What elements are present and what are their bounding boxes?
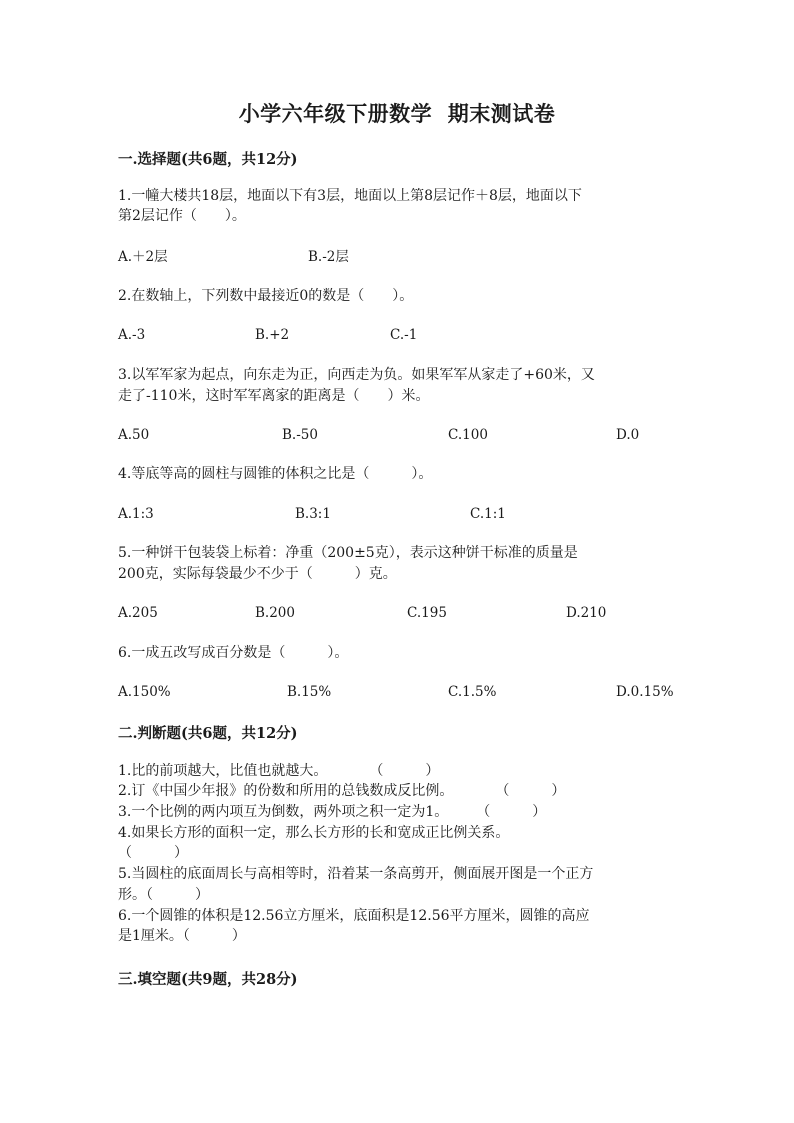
option-b: B.+2 [255, 327, 290, 343]
option-c: C.100 [448, 427, 488, 443]
question-text: 3.以军军家为起点，向东走为正，向西走为负。如果军军从家走了+60米，又 [118, 367, 595, 383]
option-c: C.1:1 [470, 506, 506, 522]
question-text: 4.等底等高的圆柱与圆锥的体积之比是（ ）。 [118, 466, 433, 482]
option-b: B.-2层 [308, 249, 349, 265]
option-a: A.＋2层 [118, 249, 168, 265]
section-heading-fill: 三.填空题(共9题，共28分) [118, 971, 298, 988]
question-text: 2.在数轴上，下列数中最接近0的数是（ ）。 [118, 288, 414, 304]
option-d: D.0 [616, 427, 640, 443]
judge-line: 4.如果长方形的面积一定，那么长方形的长和宽成正比例关系。 [118, 825, 510, 841]
judge-line: 形。（ ） [118, 887, 209, 903]
question-text: 6.一成五改写成百分数是（ ）。 [118, 645, 349, 661]
section-heading-judge: 二.判断题(共6题，共12分) [118, 725, 298, 742]
page-title: 小学六年级下册数学 期末测试卷 [238, 101, 556, 126]
question-text: 200克，实际每袋最少不少于（ ）克。 [118, 566, 397, 582]
judge-line: 1.比的前项越大，比值也就越大。 （ ） [118, 763, 440, 779]
option-d: D.210 [566, 605, 607, 621]
judge-line: 是1厘米。（ ） [118, 928, 246, 944]
option-a: A.205 [118, 605, 158, 621]
option-c: C.1.5% [448, 684, 497, 700]
option-a: A.1:3 [118, 506, 154, 522]
option-b: B.200 [255, 605, 295, 621]
judge-line: 5.当圆柱的底面周长与高相等时，沿着某一条高剪开，侧面展开图是一个正方 [118, 866, 594, 882]
question-text: 5.一种饼干包装袋上标着：净重（200±5克），表示这种饼干标准的质量是 [118, 545, 578, 561]
option-a: A.150% [118, 684, 171, 700]
option-a: A.50 [118, 427, 150, 443]
judge-line: 2.订《中国少年报》的份数和所用的总钱数成反比例。 （ ） [118, 783, 566, 799]
option-c: C.195 [407, 605, 447, 621]
judge-line: 3.一个比例的两内项互为倒数，两外项之积一定为1。 （ ） [118, 804, 547, 820]
question-text: 1.一幢大楼共18层，地面以下有3层，地面以上第8层记作＋8层，地面以下 [118, 188, 582, 204]
option-b: B.15% [287, 684, 332, 700]
option-d: D.0.15% [616, 684, 674, 700]
question-text: 第2层记作（ ）。 [118, 208, 246, 224]
judge-line: 6.一个圆锥的体积是12.56立方厘米，底面积是12.56平方厘米，圆锥的高应 [118, 908, 590, 924]
question-text: 走了-110米，这时军军离家的距离是（ ）米。 [118, 388, 430, 404]
section-heading-choice: 一.选择题(共6题，共12分) [118, 151, 298, 168]
option-b: B.-50 [282, 427, 318, 443]
judge-line: （ ） [118, 845, 188, 861]
option-c: C.-1 [390, 327, 418, 343]
option-b: B.3:1 [295, 506, 331, 522]
option-a: A.-3 [118, 327, 146, 343]
